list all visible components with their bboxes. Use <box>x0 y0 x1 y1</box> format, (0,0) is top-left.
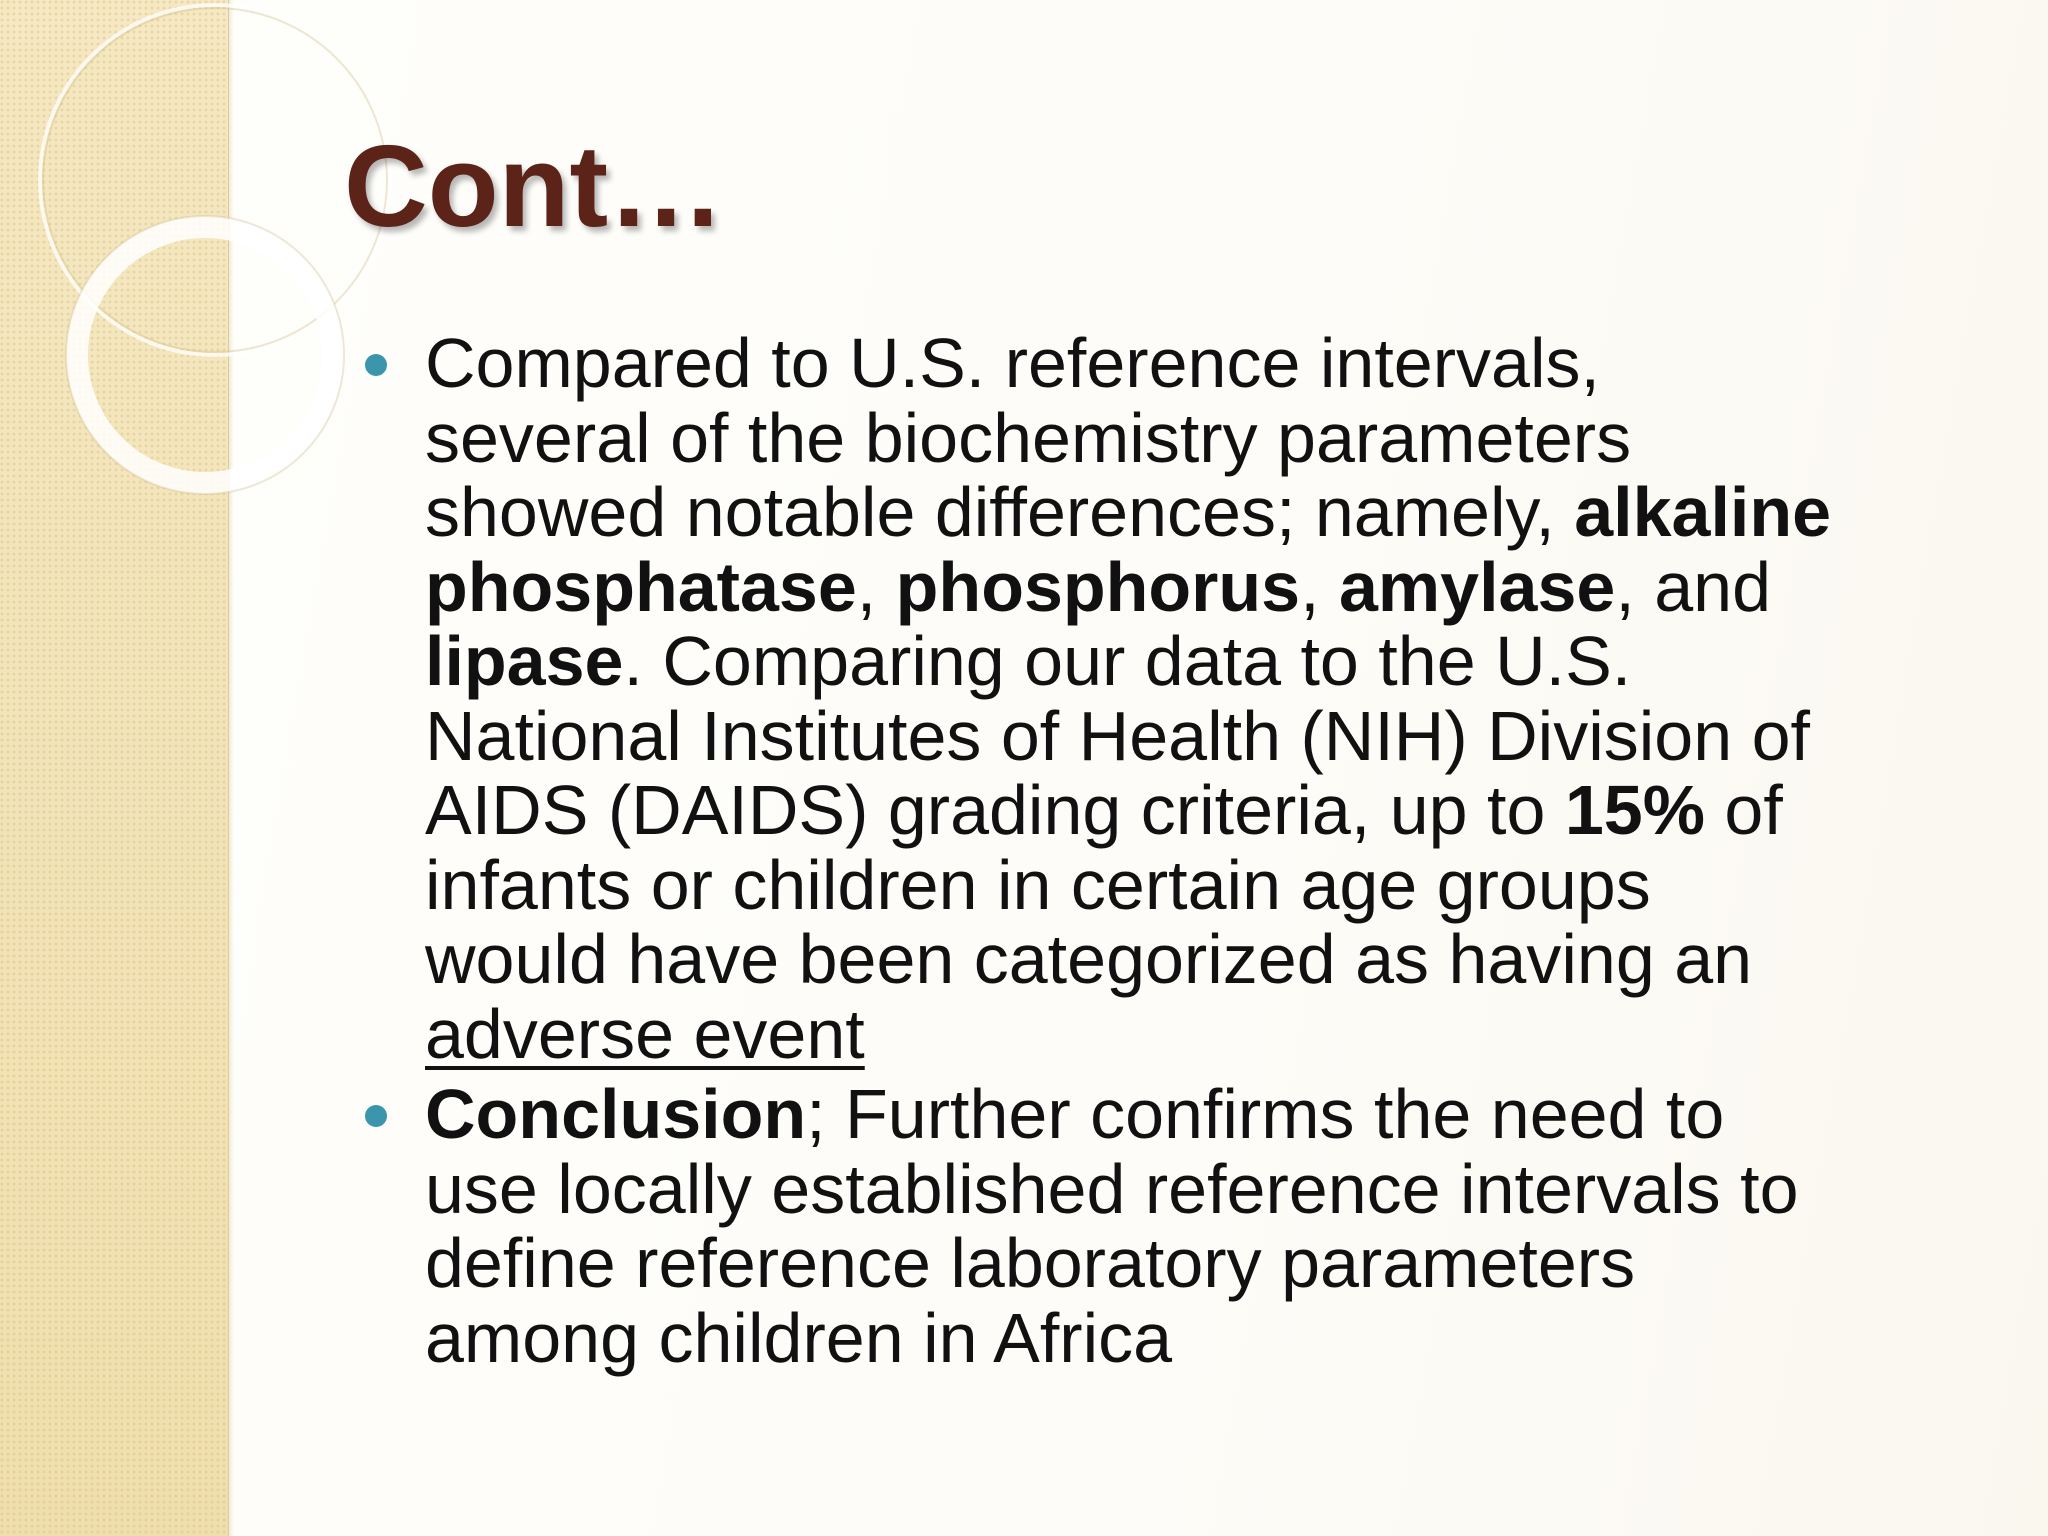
bullet-line <box>425 773 2005 848</box>
bullet-line <box>425 326 2005 401</box>
text-run: infants or children in certain age groups <box>425 845 1651 924</box>
text-run: AIDS (DAIDS) grading criteria, up to <box>425 771 1565 849</box>
text-run: of <box>1704 771 1783 849</box>
bullet-dot-icon <box>365 354 387 376</box>
bold-text: 15% <box>1564 771 1705 849</box>
bullet-line <box>425 696 2005 775</box>
decorative-rings <box>0 0 320 520</box>
text-run: showed notable differences; namely, <box>425 473 1575 551</box>
text-run: several of the biochemistry parameters <box>425 398 1632 477</box>
bullet-list <box>365 326 2005 1381</box>
text-run: would have been categorized as having an <box>425 920 1753 998</box>
bullet-line <box>425 1077 2005 1152</box>
text-run: Compared to U.S. reference intervals, <box>425 324 1600 402</box>
text-run: , <box>1300 547 1339 626</box>
text-run: define reference laboratory parameters <box>425 1224 1636 1302</box>
bold-text: phosphatase <box>425 547 857 626</box>
underlined-text: adverse event <box>425 994 865 1073</box>
bullet-line <box>425 398 2005 477</box>
bullet-item <box>365 326 2005 1071</box>
text-run: , and <box>1615 547 1772 626</box>
bold-text: alkaline <box>1574 473 1832 551</box>
bullet-item <box>365 1077 2005 1375</box>
text-run: National Institutes of Health (NIH) Division of <box>425 696 1810 775</box>
text-run: , <box>856 547 896 626</box>
text-run: among children in Africa <box>425 1298 1173 1377</box>
bullet-dot-icon <box>365 1105 387 1127</box>
slide-title: Cont… <box>344 121 725 251</box>
text-run: ; Further confirms the need to <box>806 1075 1725 1153</box>
bullet-line <box>425 1298 2005 1377</box>
bullet-line <box>425 845 2005 924</box>
bullet-line <box>425 1226 2005 1301</box>
bullet-line <box>425 547 2005 626</box>
bullet-line <box>425 922 2005 997</box>
bold-text: amylase <box>1339 547 1616 626</box>
bold-text: lipase <box>425 622 624 700</box>
bullet-line <box>425 475 2005 550</box>
text-run: use locally established reference intervals to <box>425 1149 1799 1228</box>
bold-text: phosphorus <box>895 547 1301 626</box>
bold-text: Conclusion <box>425 1075 807 1153</box>
bullet-line <box>425 994 2005 1073</box>
text-run: . Comparing our data to the U.S. <box>623 622 1632 700</box>
bullet-line <box>425 624 2005 699</box>
bullet-line <box>425 1149 2005 1228</box>
